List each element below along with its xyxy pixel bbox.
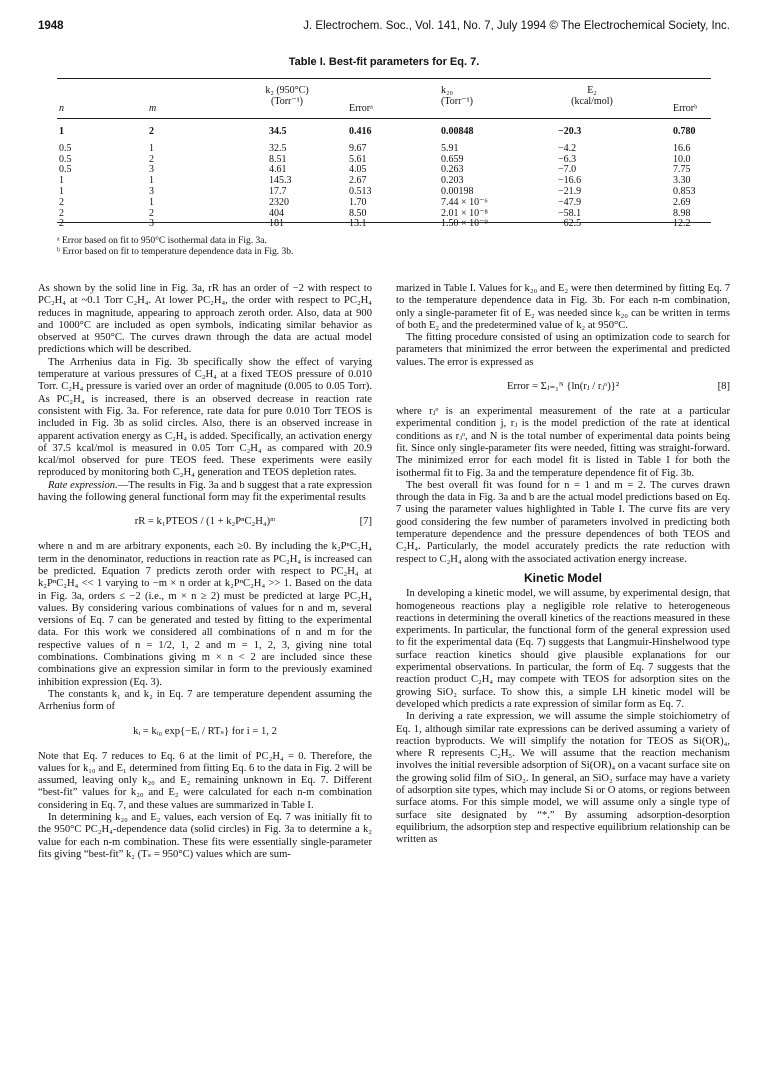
table-row: 1 1 145.3 2.67 0.203 −16.6 3.30 [59, 175, 691, 187]
equation-arrhenius-body: kᵢ = kᵢ₀ exp{−Eᵢ / RTₛ} for i = 1, 2 [133, 725, 277, 737]
paragraph: The constants k₁ and k₂ in Eq. 7 are temperature dependent assuming the Arrhenius form of [38, 688, 372, 713]
page-header [38, 20, 730, 36]
table-body [57, 127, 711, 230]
equation-8-body: Error = Σⱼ₌₁ᴺ {ln(rⱼ / rⱼᵒ)}² [506, 381, 619, 393]
table-row: 0.5 3 4.61 4.05 0.263 −7.0 7.75 [59, 164, 691, 176]
paragraph: Rate expression.—The results in Fig. 3a and b suggest that a rate expression having the following general functional form may fit the experimental results [38, 479, 373, 504]
paragraph: As shown by the solid line in Fig. 3a, rR has an order of −2 with respect to PC₂H₄ at ~0.1 Torr C₂H₄. At lower PC₂H₄, the order with respect to PC₂H₄ reduces in magnitude, appearing to approach zeroth order. Also, data at 900 and 1000°C are included as open symbols, indicating similar behavior as observed at 950°C. The curves drawn through the data are actual model predictions which will be described. [38, 283, 372, 356]
equation-8 [396, 374, 730, 400]
header-k20: k₂₀ (Torr⁻¹) [441, 85, 474, 107]
paragraph: where n and m are arbitrary exponents, each ≥0. By including the k₂PⁿC₂H₄ term in the denominator, reductions in reaction rate as PC₂H₄ is increased can be predicted. Equation 7 predicts zeroth order with respect to PC₂H₄ at k₂PⁿC₂H₄ << 1 varying to −m × n order at k₂PⁿC₂H₄ >> 1. Based on the data in Fig. 3a, orders ≤ −2 (i.e., m × n ≥ 2) must be predicted at large PC₂H₄ values. By considering various combinations of values for n and m, several versions of Eq. 7 can be generated and tested by fitting to the experimental data. For this work we considered all combinations of n and m for the respective values of n = 1/2, 1, 2 and m = 1, 2, 3, giving nine total combinations. Combinations giving m × n < 2 are included since these combinations give an expression similar in form to the previously examined inhibition expression (Eq. 3). [38, 541, 372, 688]
table-bottom-rule [57, 222, 711, 223]
section-heading: Kinetic Model [523, 570, 602, 585]
journal-citation: J. Electrochem. Soc., Vol. 141, No. 7, July 1994 © The Electrochemical Society, Inc. [303, 20, 730, 32]
table-row: 2 1 2320 1.70 7.44 × 10⁻⁶ −47.9 2.69 [59, 196, 691, 208]
table-footnote-a: ᵃ Error based on fit to 950°C isothermal data in Fig. 3a. [57, 236, 267, 246]
table-row: 2 2 404 8.50 2.01 × 10⁻⁸ −58.1 8.98 [59, 207, 691, 219]
equation-7 [38, 509, 372, 535]
table-header [57, 85, 711, 115]
table-footnote-b: ᵇ Error based on fit to temperature dependence data in Fig. 3b. [57, 247, 294, 257]
paragraph: In developing a kinetic model, we will assume, by experimental design, that homogeneous reactions play a negligible role relative to heterogeneous reactions in determining the overall kinetics of the reactions measured in these experiments. In particular, the functional form of the general expression used to fit the experimental data (Eq. 7) suggests that Langmuir-Hinshelwood type surface reaction kinetics should give plausible explanations for our experimental observations. In particular, the form of Eq. 7 suggests that the reaction product C₂H₄ may compete with TEOS for adsorption sites on the growing SiO₂ surface. To show this, a simple LH kinetic model will be developed which predicts a rate expression of similar form as Eq. 7. [396, 588, 730, 710]
table-row-best: 1 2 34.5 0.416 0.00848 −20.3 0.780 [59, 126, 696, 137]
equation-8-number: [8] [717, 381, 730, 393]
equation-arrhenius [38, 719, 372, 745]
equation-7-body: rR = k₁PTEOS / (1 + k₂PⁿC₂H₄)ᵐ [134, 516, 276, 528]
table-row: 2 3 181 13.1 1.50 × 10⁻⁹ −62.5 12.2 [59, 218, 691, 230]
header-k2: k₂ (950°C) (Torr⁻¹) [265, 85, 309, 107]
left-column [38, 283, 372, 861]
paragraph: The Arrhenius data in Fig. 3b specifically show the effect of varying temperature at various pressures of C₂H₄ at a fixed TEOS pressure of 0.010 Torr. C₂H₄ pressure is varied over an order of magnitude (0.005 to 0.05 Torr). As PC₂H₄ is increased, there is an observed decrease in reaction rate consistent with Fig. 3a. For reference, rate data for pure 0.010 Torr TEOS is included in Fig. 3b as solid circles. Also, there is an observed increase in apparent activation energy as C₂H₄ is added. Specifically, an activation energy of 37.5 kcal/mol is measured in 0.05 Torr C₂H₄ as compared with 20.9 kcal/mol observed for pure TEOS feed. These experiments were easily reproduced by monitoring both C₂H₄ generation and TEOS depletion rates. [38, 356, 372, 479]
header-error-a: Errorᵃ [349, 103, 373, 114]
paragraph: In deriving a rate expression, we will assume the simple stoichiometry of Eq. 1, although similar rate expressions can be derived assuming a variety of reaction byproducts. We will simplify the notation for TEOS as Si(OR)₄, where R represents C₂H₅. We will assume that the reaction mechanism involves the initial reversible adsorption of Si(OR)₄ on a vacant surface site on the growing solid film of SiO₂. In general, an SiO₂ surface may have a variety of adsorption site types, which may include Si or O atoms, or regions between surface atoms. For this simple model, we will assume only a single type of surface site designated by “*.” By assuming adsorption-desorption equilibrium, the adsorption step and respective equilibrium relationship can be written as [396, 711, 730, 846]
paragraph: The best overall fit was found for n = 1 and m = 2. The curves drawn through the data in Fig. 3a and b are the actual model predictions based on Eq. 7 using the parameter values highlighted in Table I. The curve fits are very good considering the few number of parameters involved in predicting both temperature dependence and the pressure dependences of both TEOS and C₂H₄. Particularly, the model accurately predicts the rate reduction with respect to C₂H₄ along with the associated activation energy increase. [396, 479, 730, 565]
equation-7-number: [7] [359, 516, 372, 528]
right-column [396, 283, 730, 846]
run-in-heading: Rate expression. [48, 479, 118, 491]
header-error-b: Errorᵇ [673, 103, 698, 114]
table-header-rule [57, 118, 711, 119]
table-caption: Table I. Best-fit parameters for Eq. 7. [288, 56, 480, 68]
table-top-rule [57, 78, 711, 79]
paragraph: marized in Table I. Values for k₂₀ and E₂ were then determined by fitting Eq. 7 to the temperature dependence data in Fig. 3b. For each n-m combination, only a single-parameter fit of E₂ was needed since k₂₀ can be written in terms of both E₂ and the predetermined value of k₂ at 950°C. [396, 283, 730, 331]
header-n: n [59, 103, 64, 114]
header-m: m [149, 103, 157, 114]
table-row: 0.5 1 32.5 9.67 5.91 −4.2 16.6 [59, 142, 691, 154]
page-number: 1948 [38, 20, 64, 32]
table-row: 0.5 2 8.51 5.61 0.659 −6.3 10.0 [59, 153, 691, 165]
paragraph: In determining k₂₀ and E₂ values, each version of Eq. 7 was initially fit to the 950°C PC₂H₄-dependence data (solid circles) in Fig. 3a to determine a k₂ value for each n-m combination. These fits were essentially single-parameter fits giving “best-fit” k₂ (Tₛ = 950°C) values which are sum- [38, 811, 372, 860]
paragraph: where rⱼᵒ is an experimental measurement of the rate at a particular experimental condition j, rⱼ is the model prediction of the rate at identical conditions as rⱼᵒ, and N is the total number of experimental data points being fit. Since only single-parameter fits were needed, fitting was straight-forward. The minimized error for each model fit is listed in Table I for both the isothermal fit to Fig. 3a and the temperature dependence fit of Fig. 3b. [396, 406, 730, 479]
table-row: 1 3 17.7 0.513 0.00198 −21.9 0.853 [59, 185, 696, 197]
paragraph: The fitting procedure consisted of using an optimization code to search for parameters that minimized the error between the experimental and predicted values. The error is expressed as [396, 332, 730, 368]
paragraph: Note that Eq. 7 reduces to Eq. 6 at the limit of PC₂H₄ = 0. Therefore, the values for k₁₀ and E₁ determined from fitting Eq. 6 to the data in Fig. 2 will be assumed, leaving only k₂₀ and E₂ remaining unknown in Eq. 7. Different “best-fit” values for k₂₀ and E₂ were calculated for each n-m combination considering in Eq. 7, and these values are summarized in Table I. [38, 750, 372, 811]
header-e2: E₂ (kcal/mol) [571, 85, 613, 107]
